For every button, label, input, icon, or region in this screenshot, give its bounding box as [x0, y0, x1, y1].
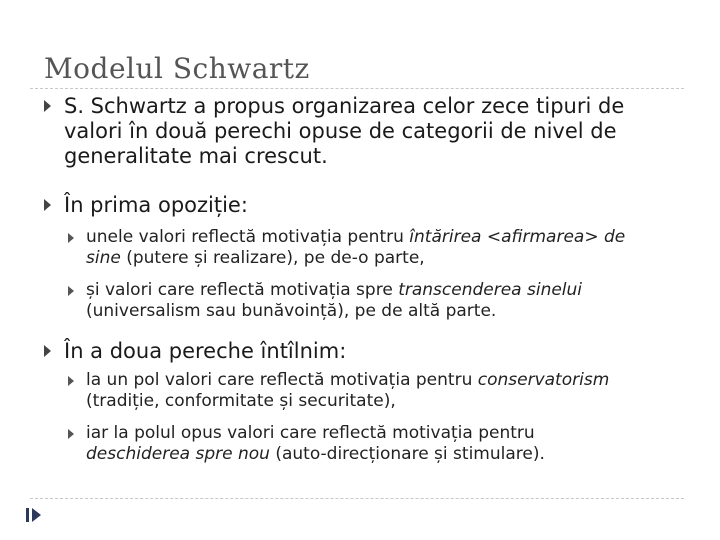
- sub-bullet-arrow-icon: [68, 429, 74, 439]
- bullet-3-text: În a doua pereche întîlnim:: [64, 339, 347, 363]
- bullet-arrow-icon: [44, 100, 51, 112]
- bullet-arrow-icon: [44, 345, 51, 357]
- sub-bullet-3-text: la un pol valori care reflectă motivația pentru: [86, 370, 478, 390]
- sub-bullet-1-line-2: [86, 248, 425, 269]
- bullet-1-line-2: valori în două perechi opuse de categorii de nivel de: [64, 119, 617, 143]
- title-divider: [30, 88, 684, 89]
- slide-nav-play-icon[interactable]: [32, 508, 41, 522]
- sub-bullet-4-line-2: [86, 444, 545, 465]
- sub-bullet-4-line-1: iar la polul opus valori care reflectă motivația pentru: [86, 423, 535, 443]
- sub-bullet-1-tail: (putere și realizare), pe de-o parte,: [120, 248, 425, 268]
- sub-bullet-1-italic-cont: sine: [86, 248, 121, 268]
- page-title: Modelul Schwartz: [44, 52, 310, 85]
- sub-bullet-2-text: și valori care reflectă motivația spre: [86, 280, 399, 300]
- sub-bullet-arrow-icon: [68, 233, 74, 243]
- sub-bullet-arrow-icon: [68, 376, 74, 386]
- sub-bullet-1-line-1: [86, 227, 625, 248]
- sub-bullet-2-line-1: [86, 280, 582, 301]
- bullet-1-line-3: generalitate mai crescut.: [64, 144, 328, 168]
- sub-bullet-arrow-icon: [68, 286, 74, 296]
- footer-divider: [30, 498, 684, 499]
- sub-bullet-2-line-2: (universalism sau bunăvoință), pe de altă parte.: [86, 301, 497, 321]
- sub-bullet-4-italic: deschiderea spre nou: [86, 444, 270, 464]
- sub-bullet-2-italic: transcenderea sinelui: [398, 280, 583, 300]
- bullet-1-line-1: S. Schwartz a propus organizarea celor zece tipuri de: [64, 94, 625, 118]
- slide-nav-bar-icon[interactable]: [26, 508, 29, 522]
- sub-bullet-4-tail: (auto-direcționare și stimulare).: [269, 444, 545, 464]
- sub-bullet-3-italic: conservatorism: [477, 370, 610, 390]
- bullet-2-text: În prima opoziție:: [64, 193, 248, 217]
- sub-bullet-3-line-1: [86, 370, 609, 391]
- sub-bullet-1-italic: întărirea <afirmarea> de: [409, 227, 626, 247]
- sub-bullet-3-line-2: (tradiție, conformitate și securitate),: [86, 391, 396, 411]
- bullet-arrow-icon: [44, 199, 51, 211]
- sub-bullet-1-text: unele valori reflectă motivația pentru: [86, 227, 410, 247]
